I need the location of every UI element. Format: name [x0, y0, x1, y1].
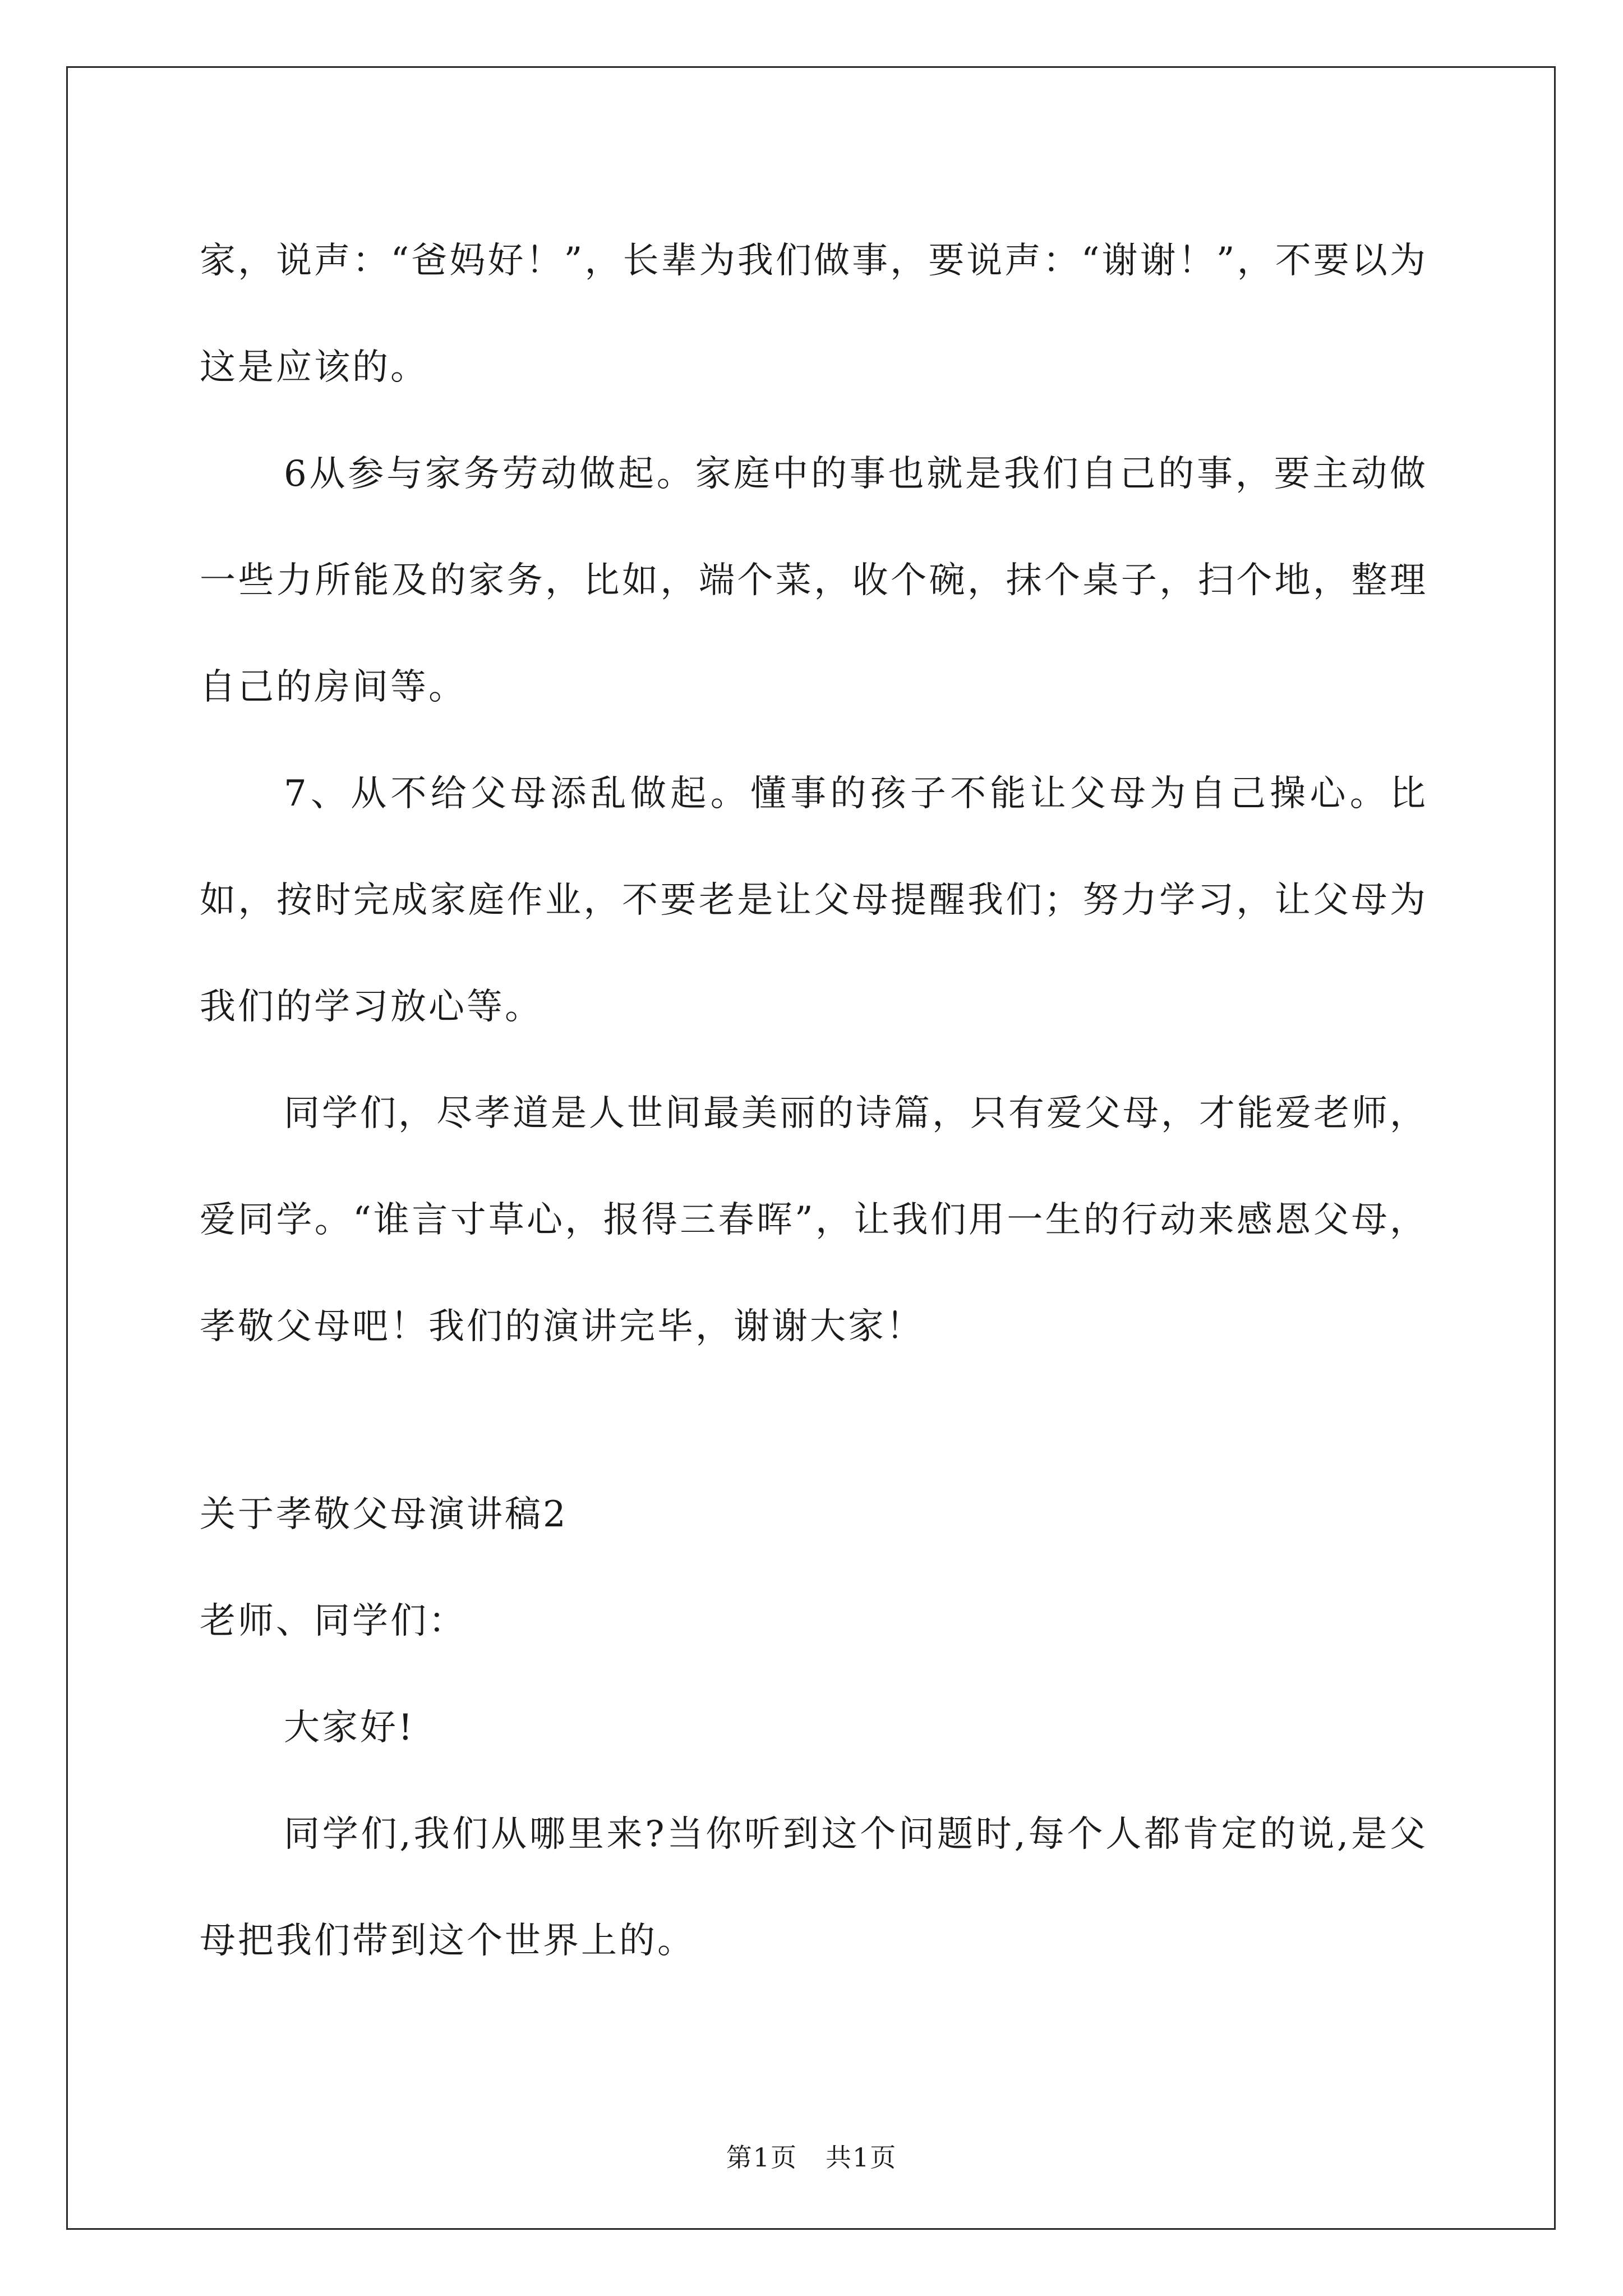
- document-body: [200, 208, 1428, 1994]
- paragraph-closing: 同学们，尽孝道是人世间最美丽的诗篇，只有爱父母，才能爱老师，爱同学。“谁言寸草心，报得三春晖”，让我们用一生的行动来感恩父母，孝敬父母吧！我们的演讲完毕，谢谢大家！: [200, 1093, 1428, 1347]
- paragraph-final: 同学们,我们从哪里来?当你听到这个问题时,每个人都肯定的说,是父母把我们带到这个世界上的。: [200, 1814, 1428, 1962]
- salutation: 老师、同学们：: [200, 1600, 467, 1642]
- greeting: 大家好!: [284, 1707, 415, 1749]
- paragraph-item-6: 6从参与家务劳动做起。家庭中的事也就是我们自己的事，要主动做一些力所能及的家务，比如，端个菜，收个碗，抹个桌子，扫个地，整理自己的房间等。: [200, 453, 1428, 708]
- page-number: 第1页: [726, 2142, 797, 2173]
- paragraph-item-7: 7、从不给父母添乱做起。懂事的孩子不能让父母为自己操心。比如，按时完成家庭作业，不要老是让父母提醒我们；努力学习，让父母为我们的学习放心等。: [200, 773, 1428, 1028]
- total-pages: 共1页: [826, 2142, 897, 2173]
- page-footer: [0, 2137, 1623, 2174]
- paragraph-continued: 家，说声：“爸妈好！”，长辈为我们做事，要说声：“谢谢！”，不要以为这是应该的。: [200, 240, 1428, 388]
- section-title: 关于孝敬父母演讲稿2: [200, 1494, 568, 1535]
